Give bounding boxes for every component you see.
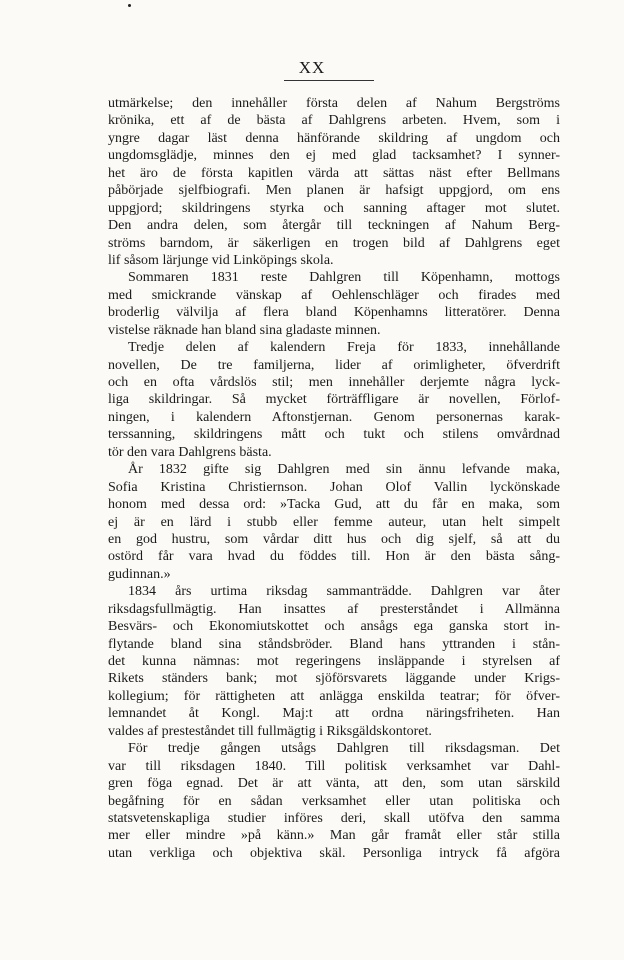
text-line: gren föga egnad. Det är att vänta, att den, som utan särskild	[108, 776, 560, 792]
text-line: krönika, ett af de bästa af Dahlgrens arbeten. Hvem, som i	[108, 113, 560, 129]
text-line: Sofia Kristina Christiernson. Johan Olof Vallin lyckönskade	[108, 479, 560, 495]
text-line: Den andra delen, som återgår till teckningen af Nahum Berg-	[108, 218, 560, 234]
text-line: Rikets ständers bank; mot sjöförsvarets läggande under Krigs-	[108, 671, 560, 687]
text-line: lif såsom lärjunge vid Linköpings skola.	[108, 252, 334, 268]
text-line: tör den vara Dahlgrens bästa.	[108, 444, 272, 460]
text-line: påbörjade sjelfbiografi. Men planen är hafsigt uppgjord, om ens	[108, 183, 560, 199]
text-line: flytande bland sina ståndsbröder. Bland hans yttranden i stån-	[108, 636, 560, 652]
text-line: lemnandet åt Kongl. Maj:t att ordna näringsfriheten. Han	[108, 706, 560, 722]
text-line: det kunna nämnas: mot regeringens insläppande i styrelsen af	[108, 654, 560, 669]
text-line: ungdomsglädje, minnes den ej med glad tacksamhet? I synner-	[108, 148, 560, 164]
text-line: statsvetenskapliga studier införes deri, skall utöfva den samma	[108, 810, 560, 826]
text-line: Besvärs- och Ekonomiutskottet och ansågs ega ganska stort in-	[108, 619, 560, 635]
text-line: och en ofta vårdslös stil; men innehåller derjemte några lyck-	[108, 375, 560, 390]
text-line: mer eller mindre »på känn.» Man går framåt eller står stilla	[108, 828, 560, 844]
text-line: ej är en lärd i stubb eller femme auteur, utan helt simpelt	[108, 514, 560, 530]
body-text	[108, 95, 560, 862]
text-line: gudinnan.»	[108, 566, 171, 582]
text-line: begåfning för en sådan verksamhet eller utan politiska och	[108, 793, 560, 809]
text-line: het äro de första kapitlen värda att sättas näst efter Bellmans	[108, 165, 560, 181]
text-line: Sommaren 1831 reste Dahlgren till Köpenhamn, mottogs	[128, 270, 560, 286]
page-number: XX	[298, 58, 326, 77]
text-line: valdes af presteståndet till fullmägtig i Riksgäldskontoret.	[108, 723, 432, 739]
text-line: terssanning, skildringens mått och tukt och stilens omvårdnad	[108, 427, 560, 443]
text-line: ströms barndom, är säkerligen en trogen bild af Dahlgrens eget	[108, 235, 560, 251]
text-line: 1834 års urtima riksdag sammanträdde. Dahlgren var åter	[128, 584, 560, 600]
text-line: kollegium; för rättigheten att anlägga enskilda teatrar; för öfver-	[108, 688, 560, 704]
text-line: liga skildringar. Så mycket förträffligare är novellen, Förlof-	[108, 392, 560, 408]
text-line: utan verkliga och objektiva skäl. Personliga intryck få afgöra	[108, 845, 560, 861]
text-line: utmärkelse; den innehåller första delen af Nahum Bergströms	[108, 96, 560, 111]
print-speck	[128, 4, 131, 7]
text-line: Tredje delen af kalendern Freja för 1833, innehållande	[128, 340, 560, 356]
text-line: uppgjord; skildringens styrka och sanning aftager mot slutet.	[108, 200, 560, 216]
text-line: yngre dagar läst denna hänförande skildring af ungdom och	[108, 130, 560, 146]
text-line: vistelse räknade han bland sina gladaste minnen.	[108, 322, 381, 338]
text-line: en god hustru, som vårdar ditt hus och dig sjelf, så att du	[108, 531, 560, 547]
text-line: med smickrande vänskap af Oehlenschläger och firades med	[108, 287, 560, 303]
text-line: ostörd får vara hvad du föddes till. Hon är den bästa sång-	[108, 549, 560, 565]
text-line: broderlig välvilja af flera bland Köpenhamns litteratörer. Denna	[108, 305, 560, 321]
text-line: honom med dessa ord: »Tacka Gud, att du får en maka, som	[108, 497, 560, 513]
text-line: var till riksdagen 1840. Till politisk verksamhet var Dahl-	[108, 758, 560, 774]
text-line: riksdagsfullmägtig. Han insattes af presterståndet i Allmänna	[108, 601, 560, 617]
text-line: novellen, De tre familjerna, lider af orimligheter, öfverdrift	[108, 357, 560, 373]
text-line: År 1832 gifte sig Dahlgren med sin ännu lefvande maka,	[128, 462, 560, 478]
text-line: ningen, i kalendern Aftonstjernan. Genom personernas karak-	[108, 409, 560, 425]
text-line: För tredje gången utsågs Dahlgren till riksdagsman. Det	[128, 741, 560, 757]
header-rule	[284, 80, 374, 81]
